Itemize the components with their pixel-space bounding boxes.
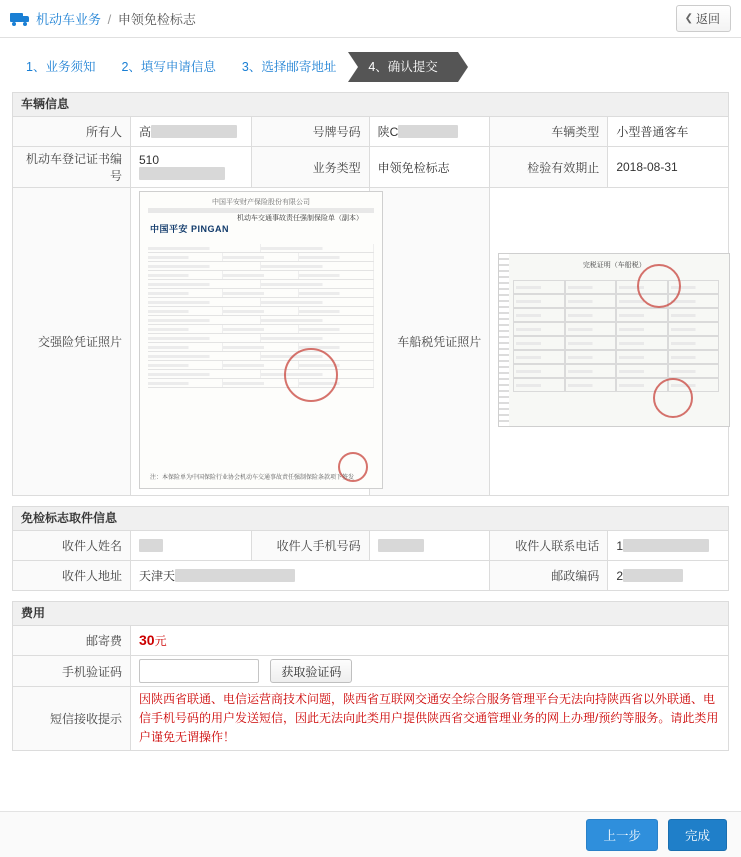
sms-code-input[interactable] [139, 659, 259, 683]
finish-button[interactable]: 完成 [668, 819, 727, 851]
reg-cert-value: 510 [131, 147, 252, 188]
official-seal-icon [653, 378, 693, 418]
get-sms-code-button[interactable]: 获取验证码 [270, 659, 352, 683]
vehicle-type-value: 小型普通客车 [608, 117, 729, 147]
breadcrumb-root[interactable]: 机动车业务 [36, 12, 102, 27]
sms-code-cell [131, 656, 729, 687]
sms-code-label: 手机验证码 [13, 656, 131, 687]
inspect-valid-label: 检验有效期止 [490, 147, 608, 188]
plate-label: 号牌号码 [251, 117, 369, 147]
perforation-edge [499, 254, 509, 426]
redaction-mask [398, 125, 458, 138]
inspect-valid-value: 2018-08-31 [608, 147, 729, 188]
step-item-2[interactable]: 2、填写申请信息 [121, 60, 216, 74]
table-row [13, 561, 729, 591]
pickup-info-table [12, 530, 729, 591]
step-item-1[interactable]: 1、业务须知 [26, 60, 96, 74]
breadcrumb-separator: / [107, 12, 112, 27]
table-row [13, 117, 729, 147]
back-button-label: 返回 [695, 12, 720, 26]
vehicle-type-label: 车辆类型 [490, 117, 608, 147]
footer-action-bar [0, 811, 741, 857]
official-seal-icon [284, 348, 338, 402]
step-item-4[interactable]: 4、确认提交 [348, 52, 457, 82]
redaction-mask [378, 539, 424, 552]
recipient-name-value [131, 531, 252, 561]
back-button[interactable] [676, 5, 731, 32]
table-row [13, 656, 729, 687]
step-indicator [12, 52, 729, 82]
owner-label: 所有人 [13, 117, 131, 147]
postcode-value: 2 [608, 561, 729, 591]
redaction-mask [139, 539, 163, 552]
recipient-phone-value: 1 [608, 531, 729, 561]
section-title-fee: 费用 [12, 601, 729, 625]
owner-value: 高 [131, 117, 252, 147]
business-type-value: 申领免检标志 [369, 147, 490, 188]
previous-step-button[interactable]: 上一步 [586, 819, 658, 851]
tax-photo-label: 车船税凭证照片 [369, 188, 490, 496]
postage-label: 邮寄费 [13, 626, 131, 656]
step-item-3[interactable]: 3、选择邮寄地址 [241, 60, 337, 74]
recipient-name-label: 收件人姓名 [13, 531, 131, 561]
redaction-mask [175, 569, 295, 582]
fee-table [12, 625, 729, 751]
recipient-phone-label: 收件人联系电话 [490, 531, 608, 561]
postage-unit: 元 [154, 634, 167, 648]
top-bar [0, 0, 741, 38]
insurance-doc-brand: 中国平安 PINGAN [150, 224, 230, 234]
table-row-photos [13, 188, 729, 496]
insurance-doc-top-title: 中国平安财产保险股份有限公司 [212, 199, 310, 206]
vehicle-icon [10, 12, 30, 26]
insurance-photo-label: 交强险凭证照片 [13, 188, 131, 496]
vehicle-info-table [12, 116, 729, 496]
recipient-mobile-value [369, 531, 490, 561]
business-type-label: 业务类型 [251, 147, 369, 188]
table-row [13, 626, 729, 656]
table-row [13, 687, 729, 751]
section-title-vehicle: 车辆信息 [12, 92, 729, 116]
table-row [13, 531, 729, 561]
postcode-label: 邮政编码 [490, 561, 608, 591]
redaction-mask [139, 167, 225, 180]
insurance-doc-footnote: 注：本保险单为中国保险行业协会机动车交通事故责任强制保险条款项下签发 [150, 475, 355, 481]
insurance-photo-cell[interactable] [131, 188, 370, 496]
insurance-doc-title: 机动车交通事故责任强制保险单（副本） [237, 215, 363, 222]
reg-cert-label: 机动车登记证书编号 [13, 147, 131, 188]
recipient-address-value: 天津天 [131, 561, 490, 591]
insurance-certificate-image[interactable] [139, 191, 383, 489]
tax-photo-cell[interactable] [490, 188, 729, 496]
plate-value: 陕C [369, 117, 490, 147]
sms-notice-label: 短信接收提示 [13, 687, 131, 751]
recipient-mobile-label: 收件人手机号码 [251, 531, 369, 561]
table-row [13, 147, 729, 188]
breadcrumb [36, 9, 196, 28]
redaction-mask [623, 569, 683, 582]
breadcrumb-current: 申领免检标志 [117, 12, 196, 27]
insurance-doc-fields [148, 244, 374, 462]
tax-doc-title: 完税证明（车船税） [582, 262, 646, 269]
redaction-mask [151, 125, 237, 138]
chevron-left-icon: ❮ [684, 13, 693, 24]
recipient-address-label: 收件人地址 [13, 561, 131, 591]
postage-amount: 30 [139, 632, 155, 648]
postage-value [131, 626, 729, 656]
sms-notice-text: 因陕西省联通、电信运营商技术问题，陕西省互联网交通安全综合服务管理平台无法向持陕西省以外联通、电信手机号码的用户发送短信，因此无法向此类用户提供陕西省交通管理业务的网上办理/预约等服务。请此类用户谨免无谓操作！ [131, 687, 729, 751]
redaction-mask [623, 539, 709, 552]
section-title-pickup: 免检标志取件信息 [12, 506, 729, 530]
official-seal-icon [637, 264, 681, 308]
tax-certificate-image[interactable] [498, 253, 730, 427]
